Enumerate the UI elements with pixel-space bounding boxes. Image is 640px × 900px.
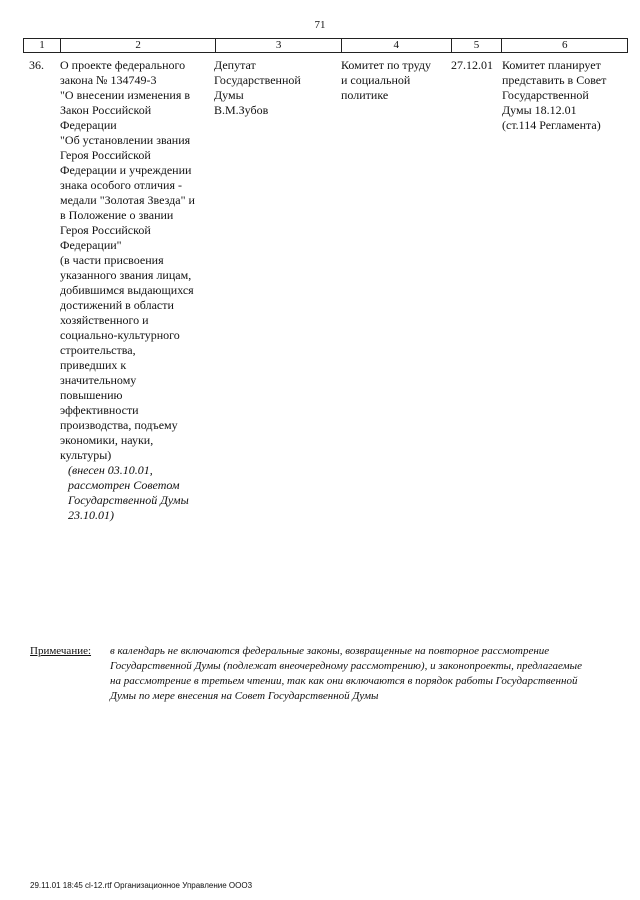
table-header	[23, 38, 628, 53]
header-cell-3: 3	[216, 39, 342, 52]
project-line: знака особого отличия -	[60, 178, 182, 192]
status-line: представить в Совет	[502, 73, 607, 87]
project-line: достижений в области	[60, 298, 174, 312]
project-description	[60, 58, 208, 523]
status-line: Государственной	[502, 88, 589, 102]
author-line: Депутат	[214, 58, 256, 72]
project-line: указанного звания лицам,	[60, 268, 192, 282]
project-line: "Об установлении звания	[60, 133, 191, 147]
project-line: эффективности	[60, 403, 139, 417]
project-line: строительства,	[60, 343, 136, 357]
note-line: в календарь не включаются федеральные законы, возвращенные на повторное рассмотрение	[110, 645, 550, 657]
note-line: на рассмотрение в третьем чтении, так как они включаются в порядок работы Государственной	[110, 675, 578, 687]
committee-line: политике	[341, 88, 389, 102]
header-cell-6: 6	[561, 39, 568, 51]
date: 27.12.01	[451, 58, 493, 72]
project-line: Героя Российской	[60, 223, 151, 237]
project-line: добившимся выдающихся	[60, 283, 194, 297]
project-line: медали "Золотая Звезда" и	[60, 193, 195, 207]
introduced-line: Государственной Думы	[68, 493, 189, 507]
project-line: закона № 134749-3	[60, 73, 157, 87]
author	[214, 58, 334, 118]
project-line: Федерации	[60, 118, 117, 132]
project-lines	[60, 58, 208, 463]
project-line: "О внесении изменения в	[60, 88, 191, 102]
note-line: Государственной Думы (подлежат внеочередному рассмотрению), и законопроекты, предлагаемые	[110, 660, 582, 672]
project-line: О проекте федерального	[60, 58, 186, 72]
status-line: Комитет планирует	[502, 58, 601, 72]
note-line: Думы по мере внесения на Совет Государственной Думы	[110, 690, 379, 702]
project-line: хозяйственного и	[60, 313, 149, 327]
status-line: Думы 18.12.01	[502, 103, 577, 117]
project-line: повышению	[60, 388, 123, 402]
project-line: значительному	[60, 373, 137, 387]
introduced-line: рассмотрен Советом	[68, 478, 180, 492]
note-text	[110, 644, 630, 704]
status-line: (ст.114 Регламента)	[502, 118, 601, 132]
header-cell-1: 1	[24, 39, 61, 52]
header-cell-4: 4	[342, 39, 452, 52]
introduced-info	[60, 463, 208, 523]
committee-line: Комитет по труду	[341, 58, 432, 72]
project-line: Федерации и учреждении	[60, 163, 192, 177]
page-number: 71	[314, 19, 326, 31]
project-line: в Положение о звании	[60, 208, 174, 222]
project-line: приведших к	[60, 358, 127, 372]
note-label: Примечание:	[30, 645, 92, 657]
committee	[341, 58, 451, 103]
project-line: культуры)	[60, 448, 112, 462]
project-line: Героя Российской	[60, 148, 151, 162]
committee-line: и социальной	[341, 73, 411, 87]
introduced-line: 23.10.01)	[68, 508, 114, 522]
project-line: экономики, науки,	[60, 433, 154, 447]
author-line: Думы	[214, 88, 244, 102]
introduced-line: (внесен 03.10.01,	[68, 463, 153, 477]
project-line: (в части присвоения	[60, 253, 164, 267]
project-line: производства, подъему	[60, 418, 178, 432]
header-cell-2: 2	[61, 39, 216, 52]
project-line: Закон Российской	[60, 103, 152, 117]
project-line: социально-культурного	[60, 328, 180, 342]
header-cell-5: 5	[452, 39, 503, 52]
author-line: Государственной	[214, 73, 301, 87]
row-number: 36.	[29, 58, 44, 72]
footer: 29.11.01 18:45 cl-12.rtf Организационное Управление ООО3	[30, 881, 253, 890]
status	[502, 58, 632, 133]
author-line: В.М.Зубов	[214, 103, 269, 117]
project-line: Федерации"	[60, 238, 122, 252]
